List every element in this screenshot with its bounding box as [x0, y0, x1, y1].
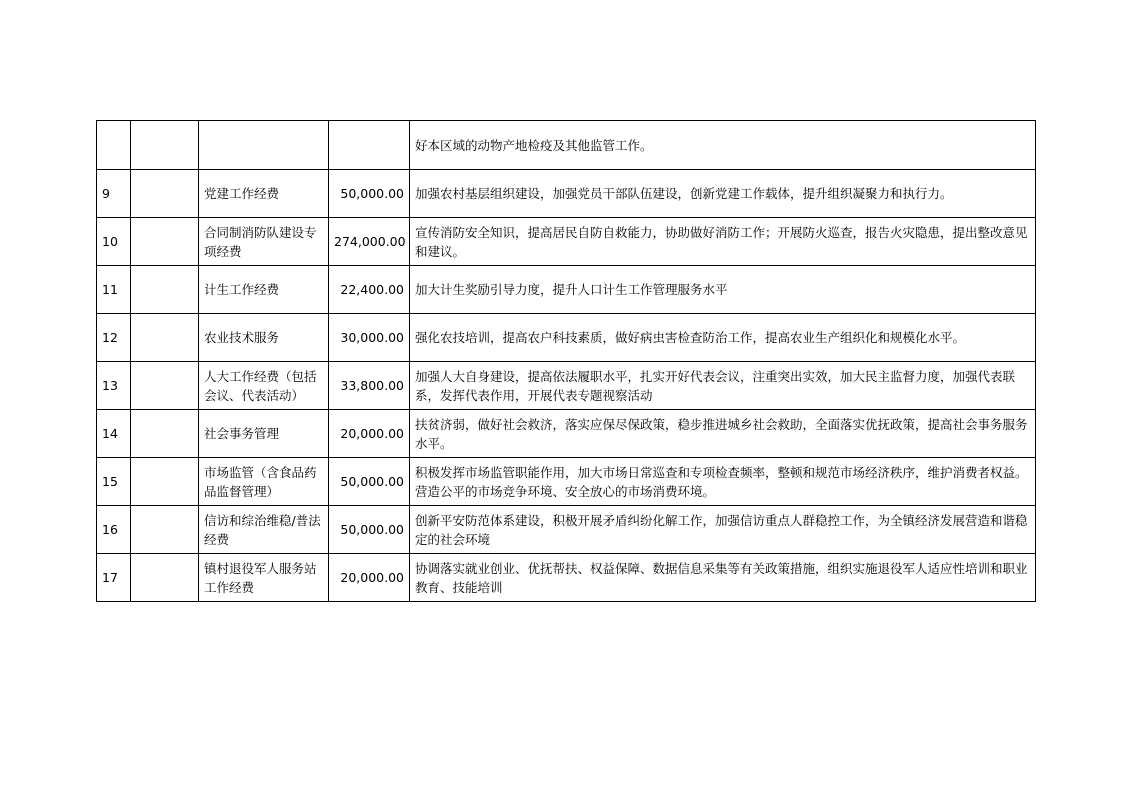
- sub-index-cell: [131, 458, 199, 506]
- sub-index-cell: [131, 410, 199, 458]
- name-cell: [199, 121, 329, 170]
- name-cell: 党建工作经费: [199, 170, 329, 218]
- table-row: [97, 410, 1036, 458]
- index-cell: 17: [97, 554, 131, 602]
- description-cell: 强化农技培训，提高农户科技素质，做好病虫害检查防治工作，提高农业生产组织化和规模化水平。: [410, 314, 1036, 362]
- sub-index-cell: [131, 506, 199, 554]
- table-row: [97, 362, 1036, 410]
- table-row: [97, 170, 1036, 218]
- index-cell: 16: [97, 506, 131, 554]
- index-cell: 14: [97, 410, 131, 458]
- description-cell: 扶贫济弱，做好社会救济，落实应保尽保政策，稳步推进城乡社会救助，全面落实优抚政策，提高社会事务服务水平。: [410, 410, 1036, 458]
- description-cell: 加强农村基层组织建设，加强党员干部队伍建设，创新党建工作载体，提升组织凝聚力和执行力。: [410, 170, 1036, 218]
- description-cell: 积极发挥市场监管职能作用，加大市场日常巡查和专项检查频率，整顿和规范市场经济秩序，维护消费者权益。营造公平的市场竞争环境、安全放心的市场消费环境。: [410, 458, 1036, 506]
- description-cell: 加强人大自身建设，提高依法履职水平，扎实开好代表会议，注重突出实效，加大民主监督力度，加强代表联系，发挥代表作用，开展代表专题视察活动: [410, 362, 1036, 410]
- amount-cell: 20,000.00: [329, 554, 410, 602]
- sub-index-cell: [131, 554, 199, 602]
- sub-index-cell: [131, 314, 199, 362]
- table-row: [97, 314, 1036, 362]
- table-row-continued: [97, 121, 1036, 170]
- amount-cell: 30,000.00: [329, 314, 410, 362]
- table-row: [97, 506, 1036, 554]
- sub-index-cell: [131, 362, 199, 410]
- sub-index-cell: [131, 170, 199, 218]
- name-cell: 信访和综治维稳/普法经费: [199, 506, 329, 554]
- index-cell: 11: [97, 266, 131, 314]
- name-cell: 农业技术服务: [199, 314, 329, 362]
- amount-cell: 50,000.00: [329, 458, 410, 506]
- description-cell: 加大计生奖励引导力度，提升人口计生工作管理服务水平: [410, 266, 1036, 314]
- index-cell: [97, 121, 131, 170]
- name-cell: 计生工作经费: [199, 266, 329, 314]
- table-row: [97, 218, 1036, 266]
- description-cell: 协调落实就业创业、优抚帮扶、权益保障、数据信息采集等有关政策措施，组织实施退役军人适应性培训和职业教育、技能培训: [410, 554, 1036, 602]
- table-row: [97, 554, 1036, 602]
- amount-cell: [329, 121, 410, 170]
- amount-cell: 20,000.00: [329, 410, 410, 458]
- amount-cell: 22,400.00: [329, 266, 410, 314]
- amount-cell: 50,000.00: [329, 170, 410, 218]
- index-cell: 12: [97, 314, 131, 362]
- index-cell: 15: [97, 458, 131, 506]
- name-cell: 镇村退役军人服务站工作经费: [199, 554, 329, 602]
- sub-index-cell: [131, 121, 199, 170]
- name-cell: 社会事务管理: [199, 410, 329, 458]
- sub-index-cell: [131, 266, 199, 314]
- table-row: [97, 266, 1036, 314]
- name-cell: 人大工作经费（包括会议、代表活动）: [199, 362, 329, 410]
- description-cell: 宣传消防安全知识，提高居民自防自救能力，协助做好消防工作；开展防火巡查，报告火灾隐患，提出整改意见和建议。: [410, 218, 1036, 266]
- index-cell: 9: [97, 170, 131, 218]
- sub-index-cell: [131, 218, 199, 266]
- description-cell: 好本区域的动物产地检疫及其他监管工作。: [410, 121, 1036, 170]
- index-cell: 13: [97, 362, 131, 410]
- index-cell: 10: [97, 218, 131, 266]
- amount-cell: 33,800.00: [329, 362, 410, 410]
- name-cell: 合同制消防队建设专项经费: [199, 218, 329, 266]
- description-cell: 创新平安防范体系建设，积极开展矛盾纠纷化解工作，加强信访重点人群稳控工作，为全镇经济发展营造和谐稳定的社会环境: [410, 506, 1036, 554]
- amount-cell: 50,000.00: [329, 506, 410, 554]
- budget-table: [96, 120, 1036, 602]
- name-cell: 市场监管（含食品药品监督管理）: [199, 458, 329, 506]
- table-row: [97, 458, 1036, 506]
- amount-cell: 274,000.00: [329, 218, 410, 266]
